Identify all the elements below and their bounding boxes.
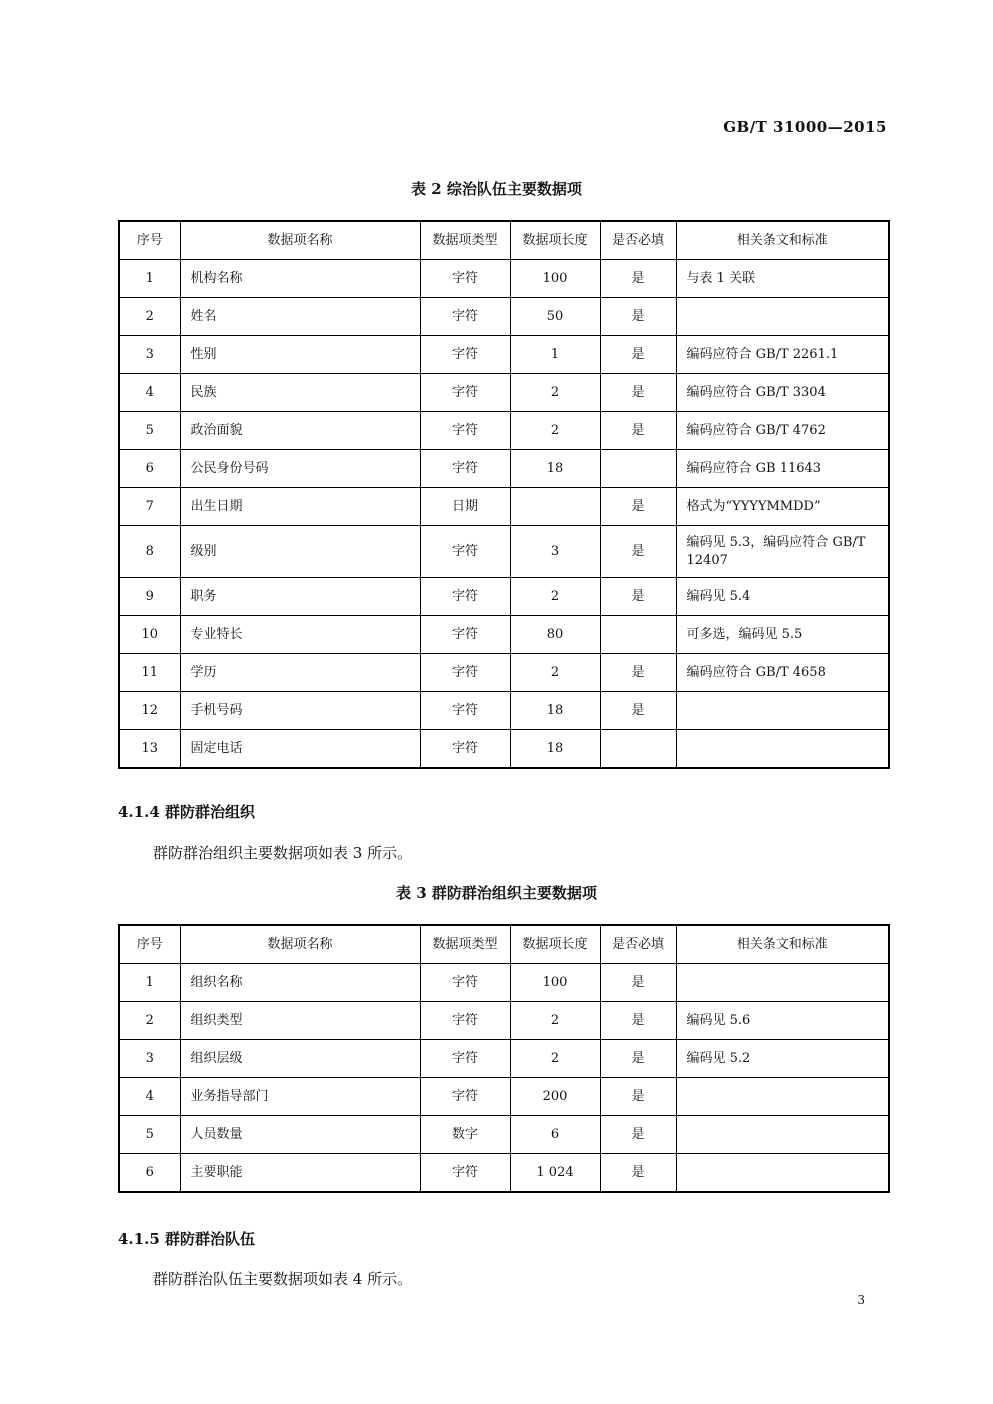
table-cell bbox=[600, 730, 676, 769]
table-cell: 手机号码 bbox=[180, 692, 420, 730]
table-cell bbox=[676, 1116, 889, 1154]
table-cell: 数字 bbox=[420, 1116, 510, 1154]
table-cell: 编码见 5.2 bbox=[676, 1040, 889, 1078]
table-cell: 日期 bbox=[420, 488, 510, 526]
table-cell: 是 bbox=[600, 578, 676, 616]
table-cell: 出生日期 bbox=[180, 488, 420, 526]
table-cell: 字符 bbox=[420, 374, 510, 412]
table-row bbox=[119, 616, 889, 654]
table2 bbox=[118, 220, 890, 769]
table-row bbox=[119, 1040, 889, 1078]
table-cell: 字符 bbox=[420, 692, 510, 730]
table-cell: 是 bbox=[600, 488, 676, 526]
table-cell: 组织层级 bbox=[180, 1040, 420, 1078]
table-cell: 是 bbox=[600, 1040, 676, 1078]
table-cell: 姓名 bbox=[180, 298, 420, 336]
table-cell: 5 bbox=[119, 1116, 180, 1154]
table-cell: 3 bbox=[119, 1040, 180, 1078]
table-cell: 公民身份号码 bbox=[180, 450, 420, 488]
table-cell bbox=[676, 1154, 889, 1193]
section-heading-4-1-4: 4.1.4 群防群治组织 bbox=[118, 803, 255, 821]
table-row bbox=[119, 654, 889, 692]
table2-header-row bbox=[119, 221, 889, 260]
col-header: 数据项长度 bbox=[510, 221, 600, 260]
table-cell: 字符 bbox=[420, 1002, 510, 1040]
table-cell: 字符 bbox=[420, 964, 510, 1002]
table-cell: 3 bbox=[119, 336, 180, 374]
table-cell: 是 bbox=[600, 526, 676, 578]
table-cell: 3 bbox=[510, 526, 600, 578]
table-row bbox=[119, 1078, 889, 1116]
col-header: 是否必填 bbox=[600, 221, 676, 260]
table-cell: 2 bbox=[119, 298, 180, 336]
table-cell: 组织名称 bbox=[180, 964, 420, 1002]
table2-caption: 表 2 综治队伍主要数据项 bbox=[411, 180, 582, 198]
table-cell bbox=[600, 616, 676, 654]
table-cell: 7 bbox=[119, 488, 180, 526]
table-cell: 人员数量 bbox=[180, 1116, 420, 1154]
table-cell: 200 bbox=[510, 1078, 600, 1116]
table-cell: 性别 bbox=[180, 336, 420, 374]
table-cell: 编码应符合 GB/T 2261.1 bbox=[676, 336, 889, 374]
table-cell: 主要职能 bbox=[180, 1154, 420, 1193]
col-header: 数据项名称 bbox=[180, 221, 420, 260]
table-cell: 字符 bbox=[420, 260, 510, 298]
table-cell: 6 bbox=[119, 1154, 180, 1193]
table-cell: 18 bbox=[510, 730, 600, 769]
col-header: 数据项类型 bbox=[420, 221, 510, 260]
table-row bbox=[119, 730, 889, 769]
table-row bbox=[119, 450, 889, 488]
table-cell: 18 bbox=[510, 692, 600, 730]
table-row bbox=[119, 1116, 889, 1154]
table-cell: 字符 bbox=[420, 1040, 510, 1078]
table-cell: 专业特长 bbox=[180, 616, 420, 654]
section-text-4-1-4: 群防群治组织主要数据项如表 3 所示。 bbox=[153, 844, 413, 862]
table-cell: 职务 bbox=[180, 578, 420, 616]
table-cell: 2 bbox=[510, 374, 600, 412]
table-cell: 50 bbox=[510, 298, 600, 336]
table-cell: 字符 bbox=[420, 336, 510, 374]
col-header: 数据项类型 bbox=[420, 925, 510, 964]
table-cell: 字符 bbox=[420, 616, 510, 654]
table-cell: 与表 1 关联 bbox=[676, 260, 889, 298]
table-row bbox=[119, 374, 889, 412]
table-row bbox=[119, 578, 889, 616]
table-cell: 13 bbox=[119, 730, 180, 769]
table-cell: 1 bbox=[510, 336, 600, 374]
table-cell: 1 024 bbox=[510, 1154, 600, 1193]
table-cell: 2 bbox=[510, 1002, 600, 1040]
table-cell: 民族 bbox=[180, 374, 420, 412]
table-cell: 10 bbox=[119, 616, 180, 654]
table-row bbox=[119, 964, 889, 1002]
table-cell: 是 bbox=[600, 1116, 676, 1154]
table-cell: 2 bbox=[119, 1002, 180, 1040]
table-cell: 编码应符合 GB/T 4658 bbox=[676, 654, 889, 692]
section-heading-4-1-5: 4.1.5 群防群治队伍 bbox=[118, 1230, 255, 1248]
table-cell: 2 bbox=[510, 654, 600, 692]
table3 bbox=[118, 924, 890, 1193]
table-cell: 字符 bbox=[420, 412, 510, 450]
col-header: 数据项长度 bbox=[510, 925, 600, 964]
table-row bbox=[119, 260, 889, 298]
table-cell: 4 bbox=[119, 1078, 180, 1116]
table-cell: 100 bbox=[510, 964, 600, 1002]
table-cell: 政治面貌 bbox=[180, 412, 420, 450]
table-cell bbox=[676, 298, 889, 336]
col-header: 序号 bbox=[119, 925, 180, 964]
table-cell: 是 bbox=[600, 412, 676, 450]
table-cell: 18 bbox=[510, 450, 600, 488]
table-cell: 可多选，编码见 5.5 bbox=[676, 616, 889, 654]
table-cell bbox=[676, 692, 889, 730]
table-cell: 2 bbox=[510, 412, 600, 450]
table-cell: 4 bbox=[119, 374, 180, 412]
section-text-4-1-5: 群防群治队伍主要数据项如表 4 所示。 bbox=[153, 1270, 413, 1288]
table-cell bbox=[676, 964, 889, 1002]
table-row bbox=[119, 526, 889, 578]
table-cell: 是 bbox=[600, 654, 676, 692]
col-header: 数据项名称 bbox=[180, 925, 420, 964]
table3-caption: 表 3 群防群治组织主要数据项 bbox=[396, 884, 597, 902]
table-cell: 级别 bbox=[180, 526, 420, 578]
table-cell: 机构名称 bbox=[180, 260, 420, 298]
table-cell: 编码见 5.4 bbox=[676, 578, 889, 616]
table-cell: 格式为“YYYYMMDD” bbox=[676, 488, 889, 526]
table3-header-row bbox=[119, 925, 889, 964]
table-cell bbox=[600, 450, 676, 488]
table-cell: 6 bbox=[510, 1116, 600, 1154]
table-cell: 100 bbox=[510, 260, 600, 298]
table-cell: 业务指导部门 bbox=[180, 1078, 420, 1116]
table-cell: 是 bbox=[600, 374, 676, 412]
table-cell: 2 bbox=[510, 578, 600, 616]
page-number: 3 bbox=[857, 1293, 865, 1307]
table-cell: 字符 bbox=[420, 654, 510, 692]
table-cell: 是 bbox=[600, 1154, 676, 1193]
table-cell: 组织类型 bbox=[180, 1002, 420, 1040]
table-row bbox=[119, 412, 889, 450]
standard-code: GB/T 31000—2015 bbox=[723, 118, 887, 136]
table-cell: 8 bbox=[119, 526, 180, 578]
table-cell: 学历 bbox=[180, 654, 420, 692]
table-cell: 编码应符合 GB/T 3304 bbox=[676, 374, 889, 412]
table-cell: 1 bbox=[119, 964, 180, 1002]
col-header: 相关条文和标准 bbox=[676, 925, 889, 964]
table-cell: 是 bbox=[600, 336, 676, 374]
table-cell: 字符 bbox=[420, 450, 510, 488]
table-cell: 字符 bbox=[420, 526, 510, 578]
table-row bbox=[119, 488, 889, 526]
table-cell: 是 bbox=[600, 692, 676, 730]
table-cell: 11 bbox=[119, 654, 180, 692]
table-cell: 是 bbox=[600, 964, 676, 1002]
table-cell: 5 bbox=[119, 412, 180, 450]
table-cell: 80 bbox=[510, 616, 600, 654]
table-cell: 字符 bbox=[420, 1154, 510, 1193]
table-cell: 是 bbox=[600, 1002, 676, 1040]
table-cell: 1 bbox=[119, 260, 180, 298]
table-row bbox=[119, 1002, 889, 1040]
col-header: 相关条文和标准 bbox=[676, 221, 889, 260]
table-cell: 编码应符合 GB/T 4762 bbox=[676, 412, 889, 450]
table-cell: 编码见 5.3，编码应符合 GB/T 12407 bbox=[676, 526, 889, 578]
table-cell: 9 bbox=[119, 578, 180, 616]
col-header: 序号 bbox=[119, 221, 180, 260]
table-cell: 编码应符合 GB 11643 bbox=[676, 450, 889, 488]
table-cell bbox=[676, 1078, 889, 1116]
table-cell: 固定电话 bbox=[180, 730, 420, 769]
table-row bbox=[119, 336, 889, 374]
table-cell: 2 bbox=[510, 1040, 600, 1078]
table-cell: 6 bbox=[119, 450, 180, 488]
table-row bbox=[119, 692, 889, 730]
table-cell: 字符 bbox=[420, 1078, 510, 1116]
table-cell bbox=[676, 730, 889, 769]
table-row bbox=[119, 298, 889, 336]
table-cell: 是 bbox=[600, 1078, 676, 1116]
col-header: 是否必填 bbox=[600, 925, 676, 964]
table-cell: 字符 bbox=[420, 730, 510, 769]
table-cell: 字符 bbox=[420, 578, 510, 616]
table-row bbox=[119, 1154, 889, 1193]
table-cell: 编码见 5.6 bbox=[676, 1002, 889, 1040]
table-cell: 字符 bbox=[420, 298, 510, 336]
table-cell bbox=[510, 488, 600, 526]
table-cell: 是 bbox=[600, 260, 676, 298]
table-cell: 12 bbox=[119, 692, 180, 730]
table-cell: 是 bbox=[600, 298, 676, 336]
